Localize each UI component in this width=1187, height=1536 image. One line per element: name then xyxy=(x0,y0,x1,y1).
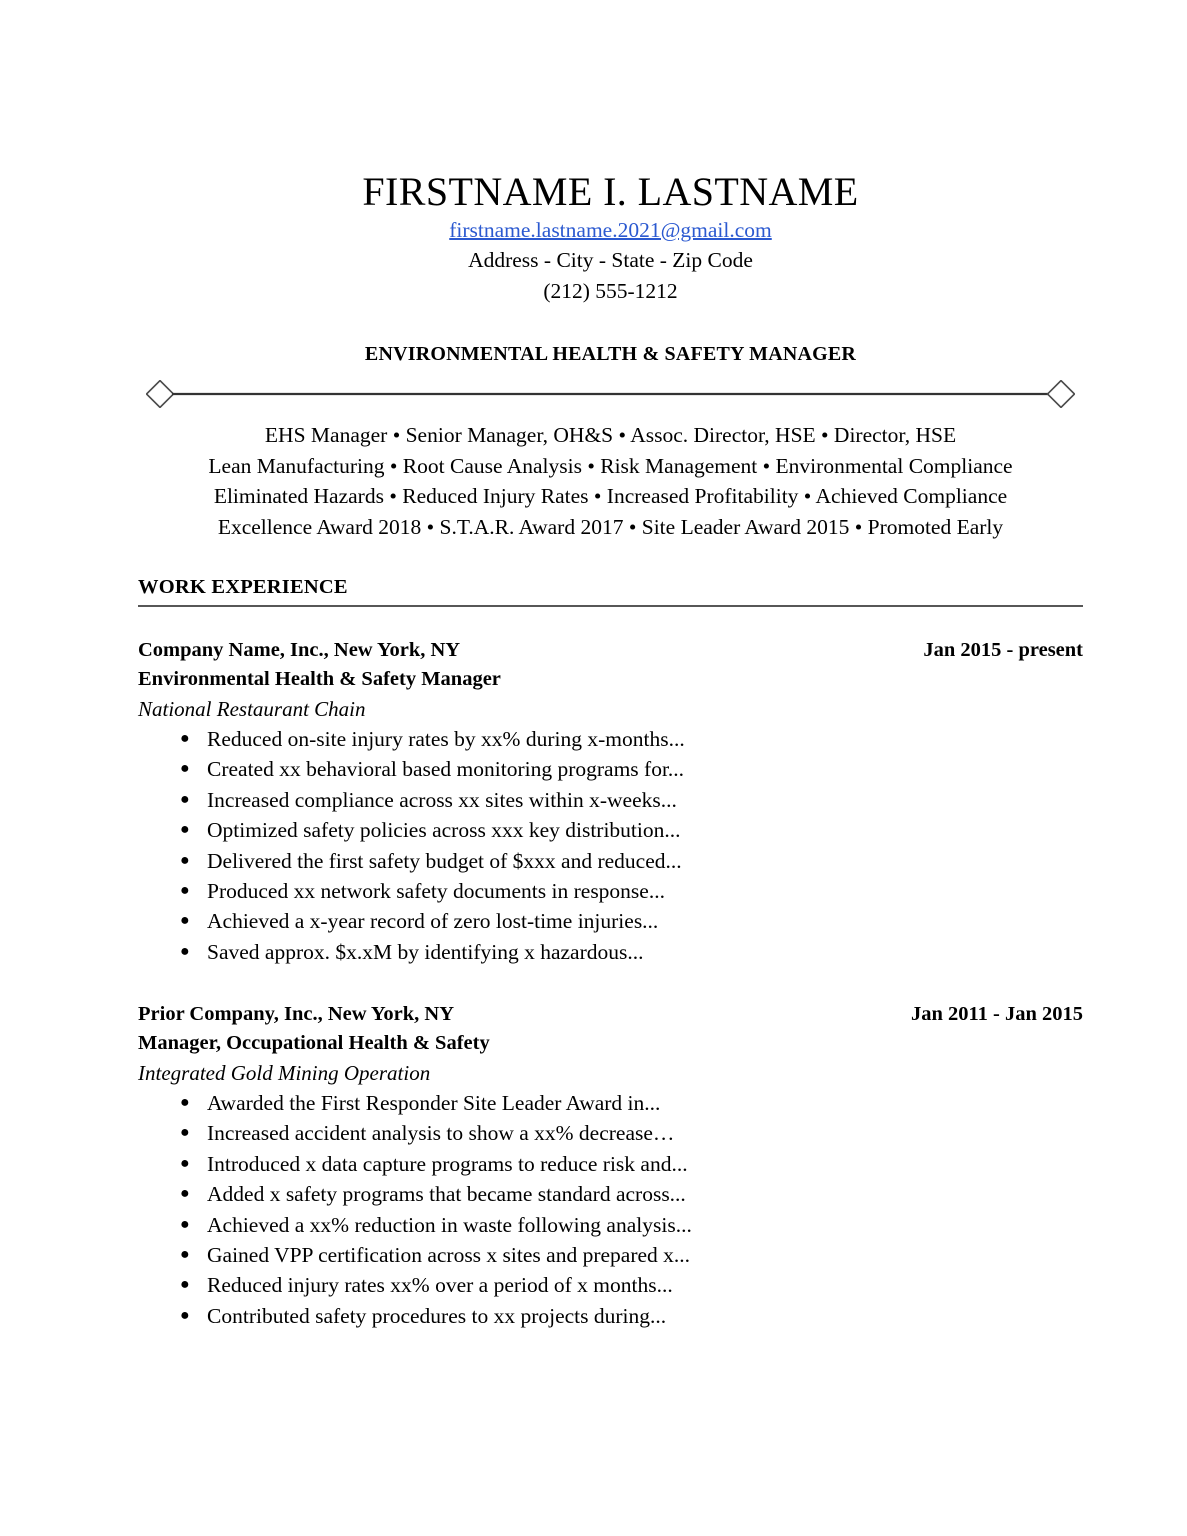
job-bullet xyxy=(138,754,1083,784)
job-subtitle: Integrated Gold Mining Operation xyxy=(138,1061,431,1085)
diamond-outline-icon-right xyxy=(1048,381,1075,408)
job-bullet-text: Delivered the first safety budget of $xxx and reduced... xyxy=(207,848,682,873)
job-bullet xyxy=(138,724,1083,754)
bullet-dot-icon: ● xyxy=(180,882,190,900)
work-experience-section-header xyxy=(138,576,1083,607)
job-bullet-text: Achieved a xx% reduction in waste following analysis... xyxy=(207,1212,692,1237)
bullet-dot-icon: ● xyxy=(180,790,190,808)
job-dates: Jan 2015 - present xyxy=(923,639,1083,661)
job-bullet-text: Increased compliance across xx sites within x-weeks... xyxy=(207,787,677,812)
job-bullet-text: Introduced x data capture programs to reduce risk and... xyxy=(207,1151,688,1176)
email-link[interactable]: firstname.lastname.2021@gmail.com xyxy=(449,217,772,242)
job-bullet-text: Increased accident analysis to show a xx% decrease… xyxy=(207,1121,675,1146)
job-header-row xyxy=(138,1000,1083,1028)
job-bullet-list xyxy=(138,724,1083,967)
diamond-outline-icon-left xyxy=(147,381,174,408)
target-job-title: ENVIRONMENTAL HEALTH & SAFETY MANAGER xyxy=(364,343,857,365)
address-line: Address - City - State - Zip Code xyxy=(468,247,753,272)
job-bullet-text: Contributed safety procedures to xx projects during... xyxy=(207,1303,667,1328)
bullet-dot-icon: ● xyxy=(180,912,190,930)
job-bullet-text: Optimized safety policies across xxx key distribution... xyxy=(207,818,681,843)
job-bullet-text: Achieved a x-year record of zero lost-time injuries... xyxy=(207,909,659,934)
job-bullet xyxy=(138,1149,1083,1179)
job-bullet-text: Added x safety programs that became standard across... xyxy=(207,1182,686,1207)
bullet-dot-icon: ● xyxy=(180,851,190,869)
job-bullet xyxy=(138,1301,1083,1331)
job-entry xyxy=(138,636,1083,967)
candidate-name: FIRSTNAME I. LASTNAME xyxy=(362,169,859,214)
job-company: Prior Company, Inc., New York, NY xyxy=(138,1003,455,1025)
job-title: Environmental Health & Safety Manager xyxy=(138,668,501,690)
job-company: Company Name, Inc., New York, NY xyxy=(138,639,461,661)
job-bullet-text: Awarded the First Responder Site Leader Award in... xyxy=(207,1091,661,1115)
section-title: WORK EXPERIENCE xyxy=(138,576,348,598)
keyword-line: EHS Manager • Senior Manager, OH&S • Assoc. Director, HSE • Director, HSE xyxy=(264,423,957,447)
job-dates: Jan 2011 - Jan 2015 xyxy=(911,1003,1083,1025)
job-bullet xyxy=(138,906,1083,936)
job-bullet-text: Gained VPP certification across x sites and prepared x... xyxy=(207,1243,691,1268)
job-bullet-text: Reduced injury rates xx% over a period of x months... xyxy=(207,1273,673,1298)
bullet-dot-icon: ● xyxy=(180,1276,190,1294)
bullet-dot-icon: ● xyxy=(180,1185,190,1203)
resume-header xyxy=(138,170,1083,307)
bullet-dot-icon: ● xyxy=(180,942,190,960)
job-bullet xyxy=(138,785,1083,815)
job-bullet-text: Reduced on-site injury rates by xx% during x-months... xyxy=(207,727,685,751)
keyword-line: Excellence Award 2018 • S.T.A.R. Award 2017 • Site Leader Award 2015 • Promoted Early xyxy=(217,514,1004,539)
job-bullet-text: Saved approx. $x.xM by identifying x hazardous... xyxy=(207,939,644,964)
section-divider xyxy=(146,380,1075,408)
bullet-dot-icon: ● xyxy=(180,1124,190,1142)
bullet-dot-icon: ● xyxy=(180,730,190,747)
job-bullet xyxy=(138,1270,1083,1300)
bullet-dot-icon: ● xyxy=(180,1154,190,1172)
job-bullet-text: Created xx behavioral based monitoring programs for... xyxy=(207,757,685,782)
job-bullet xyxy=(138,1240,1083,1270)
bullet-dot-icon: ● xyxy=(180,1215,190,1233)
email-line xyxy=(138,218,1083,244)
bullet-dot-icon: ● xyxy=(180,760,190,778)
bullet-dot-icon: ● xyxy=(180,821,190,839)
job-bullet xyxy=(138,846,1083,876)
bullet-dot-icon: ● xyxy=(180,1246,190,1264)
job-bullet-list xyxy=(138,1088,1083,1331)
section-rule xyxy=(138,605,1083,607)
job-bullet xyxy=(138,876,1083,906)
job-bullet-text: Produced xx network safety documents in response... xyxy=(207,879,665,904)
job-bullet xyxy=(138,815,1083,845)
job-bullet xyxy=(138,1210,1083,1240)
job-bullet xyxy=(138,1118,1083,1148)
job-title: Manager, Occupational Health & Safety xyxy=(138,1032,490,1054)
bullet-dot-icon: ● xyxy=(180,1094,190,1111)
phone-line: (212) 555-1212 xyxy=(543,279,678,304)
keyword-block xyxy=(138,420,1083,542)
job-bullet xyxy=(138,1179,1083,1209)
job-subtitle: National Restaurant Chain xyxy=(138,697,366,721)
keyword-line: Lean Manufacturing • Root Cause Analysis • Risk Management • Environmental Compliance xyxy=(208,453,1013,478)
bullet-dot-icon: ● xyxy=(180,1306,190,1324)
job-entry xyxy=(138,1000,1083,1331)
keyword-line: Eliminated Hazards • Reduced Injury Rates • Increased Profitability • Achieved Compliance xyxy=(213,484,1008,509)
job-bullet xyxy=(138,937,1083,967)
job-bullet xyxy=(138,1088,1083,1118)
job-header-row xyxy=(138,636,1083,664)
